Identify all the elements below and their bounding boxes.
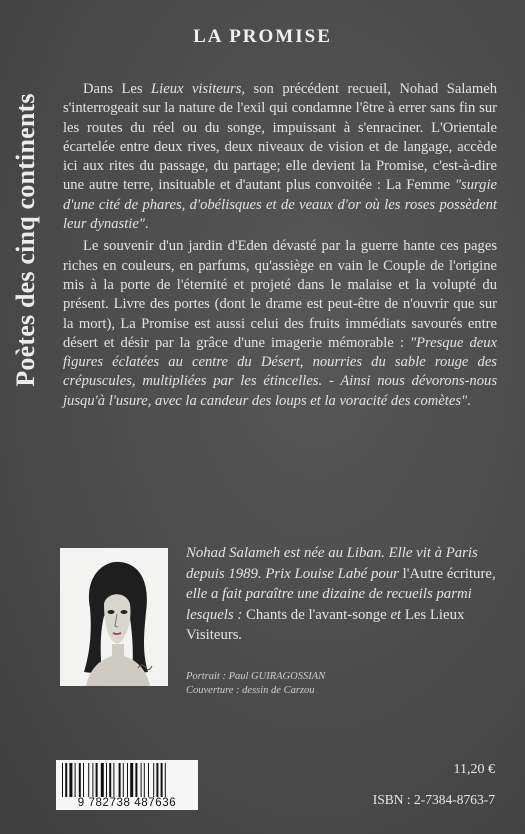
image-credits (186, 670, 506, 698)
text-run: . (467, 392, 471, 409)
portrait-credit: Portrait : Paul GUIRAGOSSIAN (186, 671, 326, 682)
isbn: ISBN : 2-7384-8763-7 (372, 792, 495, 807)
series-name: Poètes des cinq continents (11, 93, 40, 387)
blurb-paragraph-2 (63, 237, 497, 411)
blurb (63, 80, 497, 411)
text-run-italic: Lieux visiteurs (151, 81, 242, 97)
author-bio (186, 543, 504, 646)
text-run-italic: Nohad Salameh est née au Liban. Elle vit à Paris depuis 1989. Prix Louise Labé pour (186, 545, 478, 582)
barcode-digits: 9 782738 487636 (77, 797, 177, 809)
text-run: . (144, 216, 149, 233)
book-reference: Chants de l'avant-songe (246, 606, 387, 623)
book-title: LA PROMISE (193, 26, 332, 47)
text-run: Dans Les (83, 81, 152, 97)
text-run-italic: et (386, 606, 405, 623)
text-run-italic: . (238, 627, 243, 643)
quotation: "Presque deux figures éclatées au centre du Désert, nourries du sable rouge des crépuscules, multipliées par les étincelles. - Ainsi nous dévorons-nous jusqu'à l'usure, avec la candeur des loups et la voracité des comètes" (63, 334, 497, 409)
text-run: Le souvenir d'un jardin d'Eden dévasté par la guerre hante ces pages riches en couleurs, en parfums, qu'assiège en vain le Couple de l'origine mis à la porte de l'éternité et projeté dans le malaise et la volupté du présent. Livre des portes (dont le drame est peut-être de n'ouvrir que sur la mort), La Promise est aussi celui des fruits immédiats savourés entre désert et désir par la grâce d'une imagerie mémorable : (63, 238, 497, 351)
text-run: , son précédent recueil, Nohad Salameh s'interrogeait sur la nature de l'exil qui condamne l'être à errer sans fin sur les routes du réel ou du songe, impuissant à s'enraciner. L'Orientale écartelée entre deux rives, deux niveaux de vision et de langage, accède ici aux rites du passage, du partage; elle devient la Promise, c'est-à-dire une autre terre, insituable et d'autant plus convoitée : La Femme (63, 81, 497, 194)
price: 11,20 € (453, 762, 495, 777)
quotation: "surgie d'une cité de phares, d'obélisques et de veaux d'or où les roses possèdent leur dynastie" (63, 177, 497, 233)
text-run-italic: , elle a fait paraître une dizaine de recueils parmi lesquels : (186, 565, 496, 623)
author-portrait (60, 548, 168, 686)
barcode (56, 760, 198, 810)
blurb-paragraph-1 (63, 80, 497, 234)
barcode-bars (60, 763, 194, 797)
cover-credit: Couverture : dessin de Carzou (186, 685, 315, 696)
book-reference: l'Autre écriture (402, 565, 492, 582)
spine-band (6, 40, 46, 400)
book-reference: Les Lieux Visiteurs (186, 606, 465, 643)
